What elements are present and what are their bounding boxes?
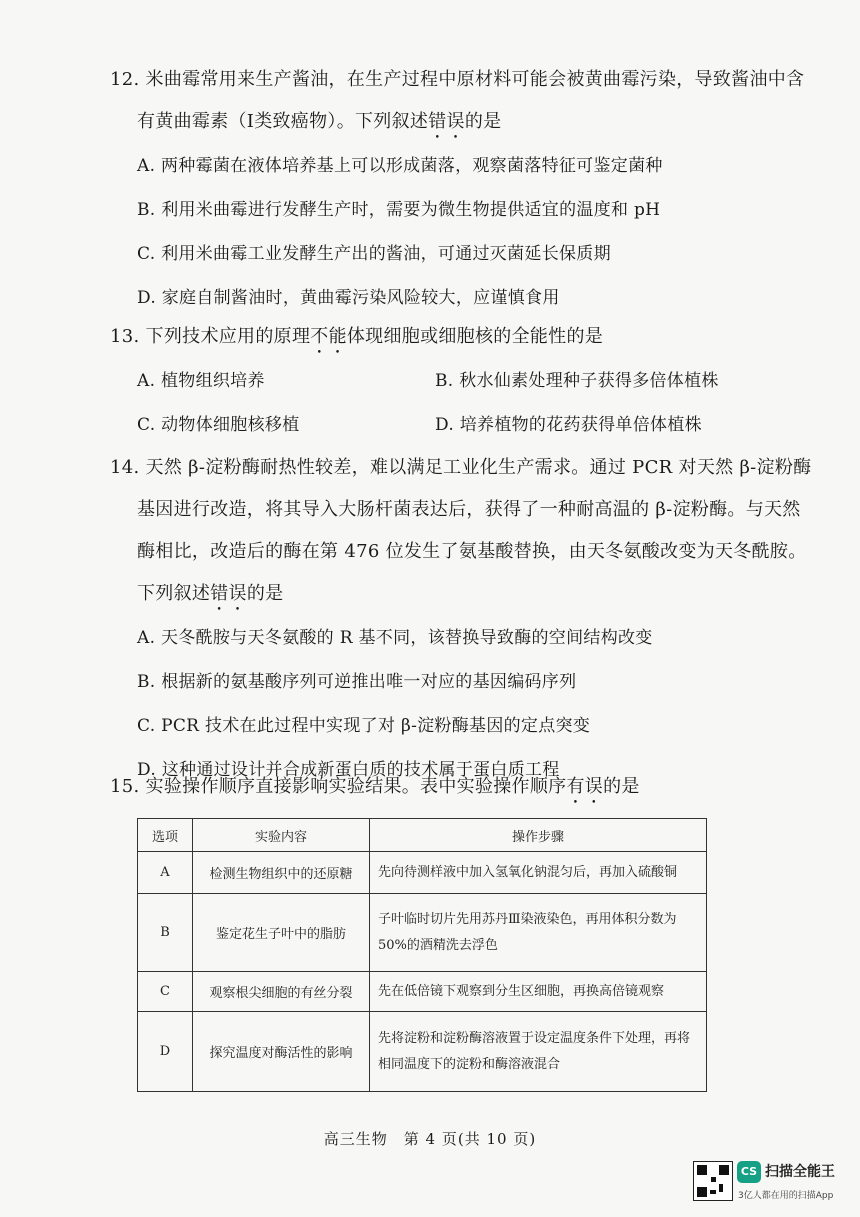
scanner-app-name: 扫描全能王 [765, 1164, 835, 1180]
q13-stem: 13. 下列技术应用的原理不能体现细胞或细胞核的全能性的是 [110, 326, 604, 347]
emphasis-dot: 能 [328, 326, 347, 347]
q14-stem-line4: 下列叙述错误的是 [137, 583, 284, 604]
q13-option-b: B. 秋水仙素处理种子获得多倍体植株 [435, 371, 719, 391]
table-cell-steps: 子叶临时切片先用苏丹Ⅲ染液染色，再用体积分数为50%的酒精洗去浮色 [370, 894, 707, 972]
emphasis-dot: 不 [310, 326, 329, 347]
q13-option-a: A. 植物组织培养 [137, 371, 265, 391]
table-header: 选项 [138, 819, 193, 852]
q12-option-c: C. 利用米曲霉工业发酵生产出的酱油，可通过灭菌延长保质期 [137, 244, 611, 264]
q14-option-a: A. 天冬酰胺与天冬氨酸的 R 基不同，该替换导致酶的空间结构改变 [137, 628, 653, 648]
table-cell-content: 观察根尖细胞的有丝分裂 [193, 972, 370, 1012]
emphasis-dot: 误 [228, 583, 247, 604]
table-row [138, 972, 707, 1012]
table-row [138, 894, 707, 972]
q13-option-d: D. 培养植物的花药获得单倍体植株 [435, 415, 702, 435]
table-cell-steps: 先在低倍镜下观察到分生区细胞，再换高倍镜观察 [370, 972, 707, 1012]
emphasis-dot: 误 [446, 111, 465, 132]
q15-stem: 15. 实验操作顺序直接影响实验结果。表中实验操作顺序有误的是 [110, 776, 640, 797]
table-cell-option: C [138, 972, 193, 1012]
q12-stem-line1: 12. 米曲霉常用来生产酱油，在生产过程中原材料可能会被黄曲霉污染，导致酱油中含 [110, 69, 805, 90]
table-cell-option: D [138, 1012, 193, 1092]
q14-stem-line2: 基因进行改造，将其导入大肠杆菌表达后，获得了一种耐高温的 β-淀粉酶。与天然 [137, 499, 801, 520]
table-cell-option: A [138, 852, 193, 894]
table-cell-option: B [138, 894, 193, 972]
table-cell-content: 检测生物组织中的还原糖 [193, 852, 370, 894]
table-cell-steps: 先将淀粉和淀粉酶溶液置于设定温度条件下处理，再将相同温度下的淀粉和酶溶液混合 [370, 1012, 707, 1092]
q14-stem-line3: 酶相比，改造后的酶在第 476 位发生了氨基酸替换，由天冬氨酸改变为天冬酰胺。 [137, 541, 807, 562]
q12-option-d: D. 家庭自制酱油时，黄曲霉污染风险较大，应谨慎食用 [137, 288, 560, 308]
table-cell-content: 探究温度对酶活性的影响 [193, 1012, 370, 1092]
table-row [138, 852, 707, 894]
q12-stem-line2: 有黄曲霉素（Ⅰ类致癌物）。下列叙述错误的是 [137, 111, 502, 132]
scanner-logo: CS [737, 1161, 761, 1183]
table-header: 实验内容 [193, 819, 370, 852]
q14-option-d: D. 这种通过设计并合成新蛋白质的技术属于蛋白质工程 [137, 760, 560, 780]
table-row [138, 1012, 707, 1092]
emphasis-dot: 误 [584, 776, 604, 797]
q12-option-a: A. 两种霉菌在液体培养基上可以形成菌落，观察菌落特征可鉴定菌种 [137, 156, 663, 176]
q13-option-c: C. 动物体细胞核移植 [137, 415, 300, 435]
q14-option-c: C. PCR 技术在此过程中实现了对 β-淀粉酶基因的定点突变 [137, 716, 591, 736]
q14-option-b: B. 根据新的氨基酸序列可逆推出唯一对应的基因编码序列 [137, 672, 577, 692]
table-cell-content: 鉴定花生子叶中的脂肪 [193, 894, 370, 972]
emphasis-dot: 有 [566, 776, 585, 797]
page-footer: 高三生物 第 4 页(共 10 页) [323, 1130, 537, 1148]
qr-code-icon [693, 1161, 733, 1201]
q12-option-b: B. 利用米曲霉进行发酵生产时，需要为微生物提供适宜的温度和 pH [137, 200, 661, 220]
emphasis-dot: 错 [428, 111, 447, 132]
experiment-table [137, 818, 707, 1092]
table-cell-steps: 先向待测样液中加入氢氧化钠混匀后，再加入硫酸铜 [370, 852, 707, 894]
table-header-row [138, 819, 707, 852]
table-header: 操作步骤 [370, 819, 707, 852]
emphasis-dot: 错 [210, 583, 229, 604]
scanner-tagline: 3亿人都在用的扫描App [738, 1191, 834, 1201]
q14-stem-line1: 14. 天然 β-淀粉酶耐热性较差，难以满足工业化生产需求。通过 PCR 对天然 β-淀粉酶 [110, 457, 812, 478]
